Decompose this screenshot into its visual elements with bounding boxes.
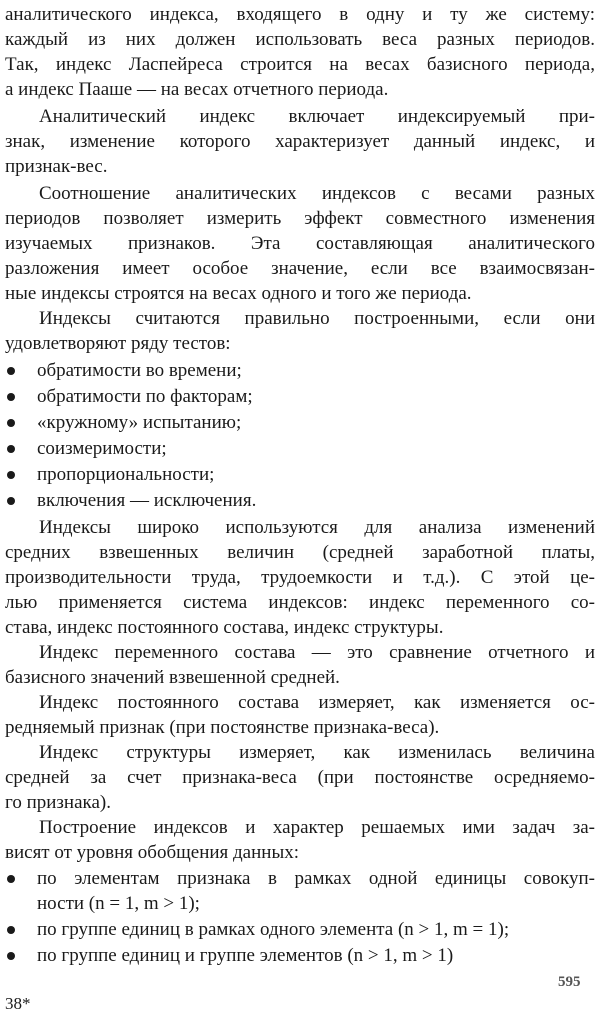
- text-line: средней за счет признака-веса (при постоянстве осредняемо-: [5, 767, 595, 788]
- bullet-icon: [7, 471, 15, 479]
- paragraph-first-line: Индексы широко используются для анализа изменений: [39, 517, 595, 538]
- text-line: а индекс Пааше — на весах отчетного периода.: [5, 79, 389, 100]
- list-item-text: по группе единиц и группе элементов (n > 1, m > 1): [37, 945, 454, 966]
- text-line: разложения имеет особое значение, если все взаимосвязан-: [5, 258, 595, 279]
- bullet-icon: [7, 393, 15, 401]
- bullet-icon: [7, 419, 15, 427]
- text-line: аналитического индекса, входящего в одну и ту же систему:: [5, 4, 595, 25]
- list-item-text: включения — исключения.: [37, 490, 257, 511]
- paragraph-first-line: Построение индексов и характер решаемых ими задач за-: [39, 817, 595, 838]
- text-line: висят от уровня обобщения данных:: [5, 842, 299, 863]
- text-line: периодов позволяет измерить эффект совместного изменения: [5, 208, 595, 229]
- document-page: [5, 0, 595, 1019]
- list-item: [5, 436, 595, 461]
- text-line: редняемый признак (при постоянстве признака-веса).: [5, 717, 440, 738]
- text-line: удовлетворяют ряду тестов:: [5, 333, 231, 354]
- text-line: изучаемых признаков. Эта составляющая аналитического: [5, 233, 595, 254]
- page-number: 595: [558, 974, 581, 990]
- text-line: става, индекс постоянного состава, индекс структуры.: [5, 617, 444, 638]
- paragraph-first-line: Индексы считаются правильно построенными, если они: [39, 308, 595, 329]
- list-item-text: обратимости во времени;: [37, 360, 242, 381]
- list-item: [5, 866, 595, 891]
- text-line: признак-вес.: [5, 156, 108, 177]
- paragraph-first-line: Соотношение аналитических индексов с весами разных: [39, 183, 595, 204]
- text-line: средних взвешенных величин (средней заработной платы,: [5, 542, 595, 563]
- list-item: [5, 384, 595, 409]
- text-line: базисного значений взвешенной средней.: [5, 667, 340, 688]
- bullet-icon: [7, 952, 15, 960]
- printer-signature: 38*: [5, 994, 31, 1013]
- list-item: [5, 358, 595, 383]
- text-line: Так, индекс Ласпейреса строится на весах базисного периода,: [5, 54, 595, 75]
- list-item-text: соизмеримости;: [37, 438, 167, 459]
- bullet-icon: [7, 445, 15, 453]
- list-item: [5, 488, 595, 513]
- list-item-text: пропорциональности;: [37, 464, 215, 485]
- list-item-text: по элементам признака в рамках одной единицы совокуп-: [37, 868, 595, 889]
- paragraph-first-line: Индекс переменного состава — это сравнение отчетного и: [39, 642, 595, 663]
- text-line: каждый из них должен использовать веса разных периодов.: [5, 29, 595, 50]
- list-item: [5, 462, 595, 487]
- paragraph-first-line: Аналитический индекс включает индексируемый при-: [39, 106, 595, 127]
- bullet-icon: [7, 926, 15, 934]
- text-line: лью применяется система индексов: индекс переменного со-: [5, 592, 595, 613]
- list-item: [5, 410, 595, 435]
- bullet-icon: [7, 367, 15, 375]
- list-item-continuation: ности (n = 1, m > 1);: [37, 893, 200, 914]
- list-item-text: по группе единиц в рамках одного элемента (n > 1, m = 1);: [37, 919, 510, 940]
- list-item: [5, 917, 595, 942]
- text-line: производительности труда, трудоемкости и т.д.). С этой це-: [5, 567, 595, 588]
- text-line: ные индексы строятся на весах одного и того же периода.: [5, 283, 472, 304]
- list-item: [5, 943, 595, 968]
- bullet-icon: [7, 875, 15, 883]
- paragraph-first-line: Индекс структуры измеряет, как изменилась величина: [39, 742, 595, 763]
- paragraph-first-line: Индекс постоянного состава измеряет, как изменяется ос-: [39, 692, 595, 713]
- list-item-text: обратимости по факторам;: [37, 386, 253, 407]
- bullet-icon: [7, 497, 15, 505]
- text-line: го признака).: [5, 792, 111, 813]
- text-line: знак, изменение которого характеризует данный индекс, и: [5, 131, 595, 152]
- list-item-text: «кружному» испытанию;: [37, 412, 242, 433]
